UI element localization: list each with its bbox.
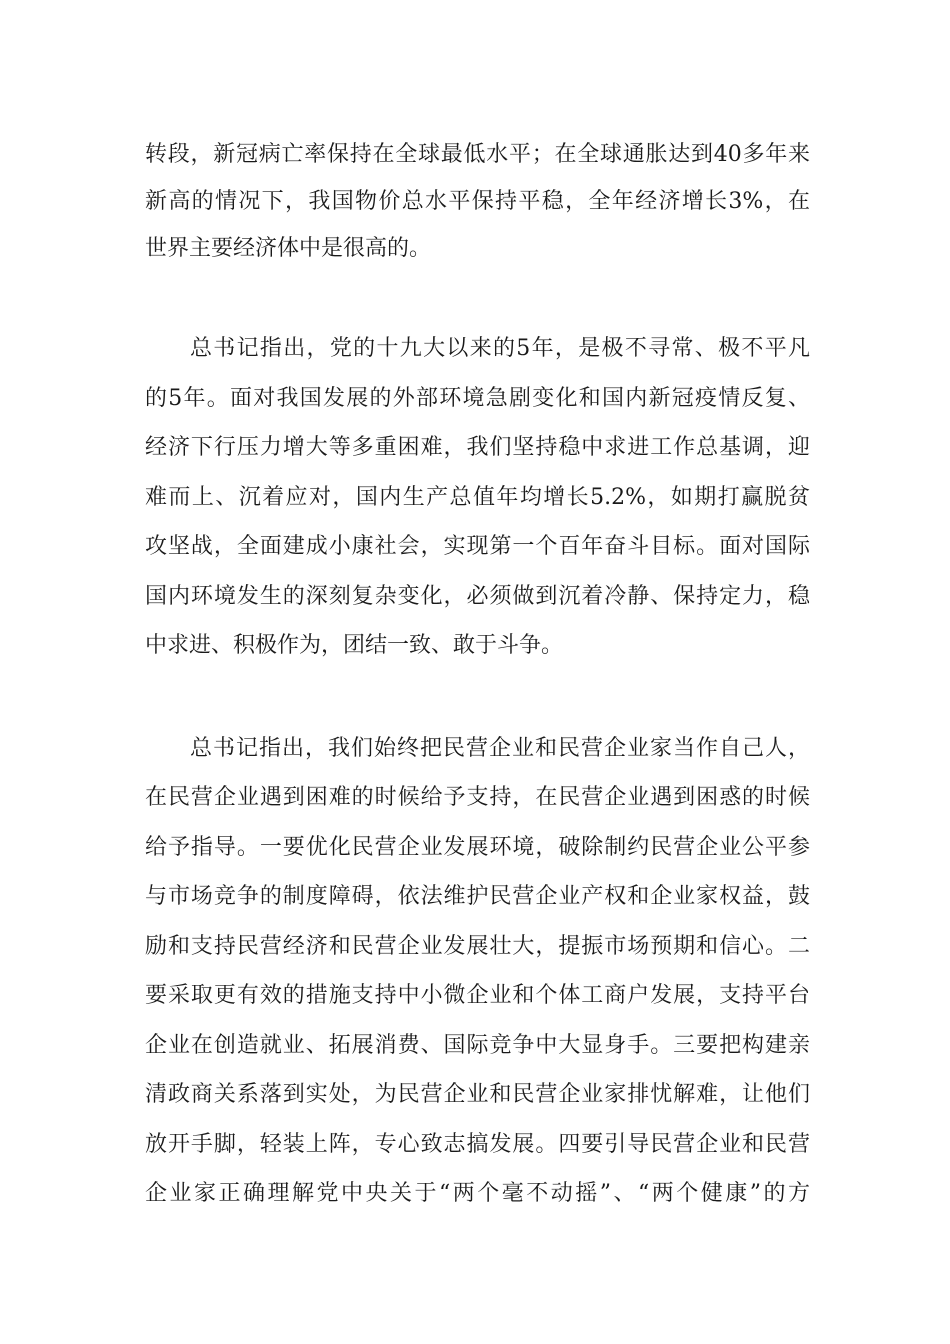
paragraph-line: 转段，新冠病亡率保持在全球最低水平；在全球通胀达到40多年来 <box>145 142 810 167</box>
paragraph-line: 在民营企业遇到困难的时候给予支持，在民营企业遇到困惑的时候 <box>145 785 810 810</box>
paragraph-line: 的5年。面对我国发展的外部环境急剧变化和国内新冠疫情反复、 <box>145 386 810 411</box>
paragraph-line: 攻坚战，全面建成小康社会，实现第一个百年奋斗目标。面对国际 <box>145 534 810 559</box>
paragraph-line: 总书记指出，我们始终把民营企业和民营企业家当作自己人， <box>190 736 810 761</box>
paragraph-line: 给予指导。一要优化民营企业发展环境，破除制约民营企业公平参 <box>145 835 810 860</box>
paragraph-line: 世界主要经济体中是很高的。 <box>145 236 432 261</box>
paragraph-line: 企业在创造就业、拓展消费、国际竞争中大显身手。三要把构建亲 <box>145 1033 810 1058</box>
paragraph-line: 经济下行压力增大等多重困难，我们坚持稳中求进工作总基调，迎 <box>145 435 810 460</box>
paragraph-line: 与市场竞争的制度障碍，依法维护民营企业产权和企业家权益，鼓 <box>145 884 810 909</box>
paragraph-line: 放开手脚，轻装上阵，专心致志搞发展。四要引导民营企业和民营 <box>145 1132 810 1157</box>
paragraph-line: 中求进、积极作为，团结一致、敢于斗争。 <box>145 633 564 658</box>
paragraph-line: 清政商关系落到实处，为民营企业和民营企业家排忧解难，让他们 <box>145 1082 810 1107</box>
paragraph-line: 总书记指出，党的十九大以来的5年，是极不寻常、极不平凡 <box>190 336 810 361</box>
paragraph-line: 要采取更有效的措施支持中小微企业和个体工商户发展，支持平台 <box>145 983 810 1008</box>
paragraph-line: 企业家正确理解党中央关于“两个毫不动摇”、“两个健康”的方 <box>145 1181 810 1206</box>
paragraph-line: 难而上、沉着应对，国内生产总值年均增长5.2%，如期打赢脱贫 <box>145 485 810 510</box>
paragraph-line: 励和支持民营经济和民营企业发展壮大，提振市场预期和信心。二 <box>145 934 810 959</box>
paragraph-line: 国内环境发生的深刻复杂变化，必须做到沉着冷静、保持定力，稳 <box>145 584 810 609</box>
paragraph-line: 新高的情况下，我国物价总水平保持平稳，全年经济增长3%，在 <box>145 189 810 214</box>
